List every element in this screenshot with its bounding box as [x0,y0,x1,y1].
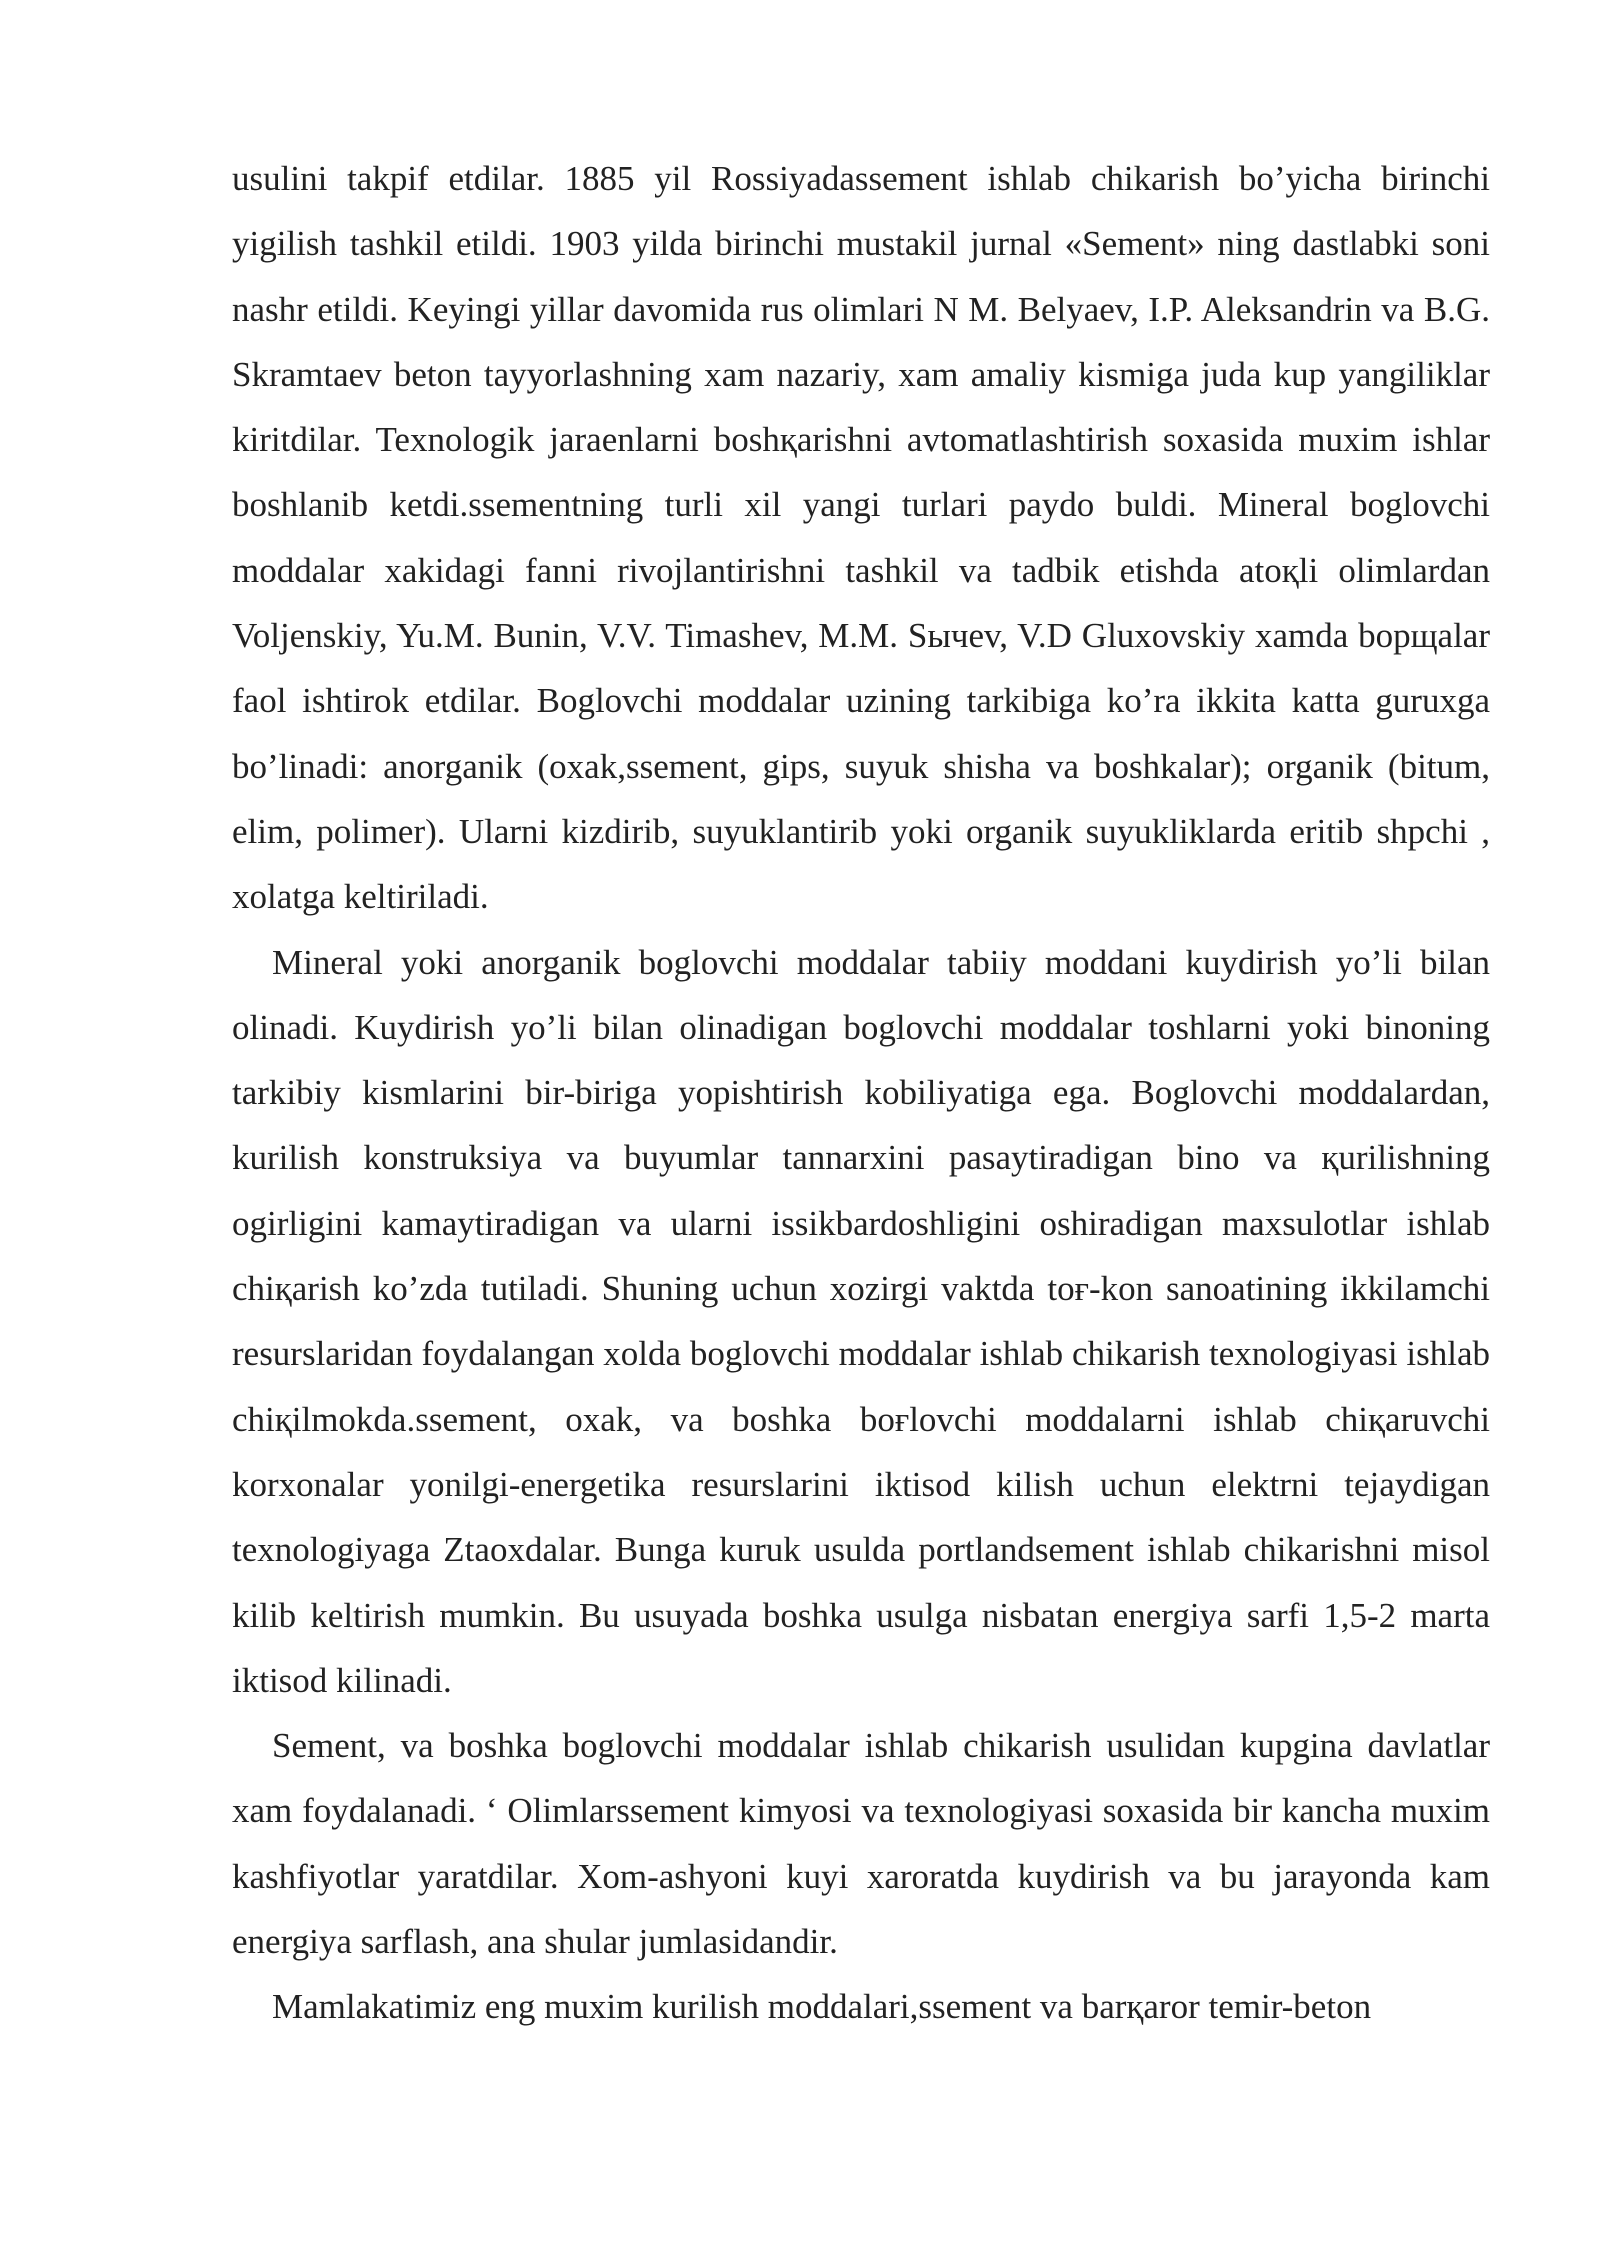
paragraph-history-continued: usulini takpif etdilar. 1885 yil Rossiyadassement ishlab chikarish bo’yicha birinchi yigilish tashkil etildi. 1903 yilda birinchi mustakil jurnal «Sement» ning dastlabki soni nashr etildi. Keyingi yillar davomida rus olimlari N M. Belyaev, I.P. Aleksandrin va B.G. Skramtaev beton tayyorlashning xam nazariy, xam amaliy kismiga juda kup yangiliklar kiritdilar. Texnologik jaraenlarni boshқarishni avtomatlashtirish soxasida muxim ishlar boshlanib ketdi.ssementning turli xil yangi turlari paydo buldi. Mineral boglovchi moddalar xakidagi fanni rivojlantirishni tashkil va tadbik etishda atoқli olimlardan Voljenskiy, Yu.M. Bunin, V.V. Timashev, M.M. Sычev, V.D Gluxovskiy xamda bopщalar faol ishtirok etdilar. Boglovchi moddalar uzining tarkibiga ko’ra ikkita katta guruxga bo’linadi: anorganik (oxak,ssement, gips, suyuk shisha va boshkalar); organik (bitum, elim, polimer). Ularni kizdirib, suyuklantirib yoki organik suyukliklarda eritib shpchi , xolatga keltiriladi. [232,159,1490,917]
paragraph-cement-production: Sement, va boshka boglovchi moddalar ishlab chikarish usulidan kupgina davlatlar xam foydalanadi. ‘ Olimlarssement kimyosi va texnologiyasi soxasida bir kancha muxim kashfiyotlar yaratdilar. Xom-ashyoni kuyi xaroratda kuydirish va bu jarayonda kam energiya sarflash, ana shular jumlasidandir. [232,1726,1490,1962]
paragraph-national-materials: Mamlakatimiz eng muxim kurilish moddalari,ssement va barқaror temir-beton [272,1987,1372,2027]
paragraph-mineral-binders: Mineral yoki anorganik boglovchi moddalar tabiiy moddani kuydirish yo’li bilan olinadi. Kuydirish yo’li bilan olinadigan boglovchi moddalar toshlarni yoki binoning tarkibiy kismlarini bir-biriga yopishtirish kobiliyatiga ega. Boglovchi moddalardan, kurilish konstruksiya va buyumlar tannarxini pasaytiradigan bino va қurilishning ogirligini kamaytiradigan va ularni issikbardoshligini oshiradigan maxsulotlar ishlab chiқarish ko’zda tutiladi. Shuning uchun xozirgi vaktda toғ-kon sanoatining ikkilamchi resurslaridan foydalangan xolda boglovchi moddalar ishlab chikarish texnologiyasi ishlab chiқilmokda.ssement, oxak, va boshka boғlovchi moddalarni ishlab chiқaruvchi korxonalar yonilgi-energetika resurslarini iktisod kilish uchun elektrni tejaydigan texnologiyaga Ztaoxdalar. Bunga kuruk usulda portlandsement ishlab chikarishni misol kilib keltirish mumkin. Bu usuyada boshka usulga nisbatan energiya sarfi 1,5-2 marta iktisod kilinadi. [232,942,1490,1700]
document-page [232,146,1490,2040]
